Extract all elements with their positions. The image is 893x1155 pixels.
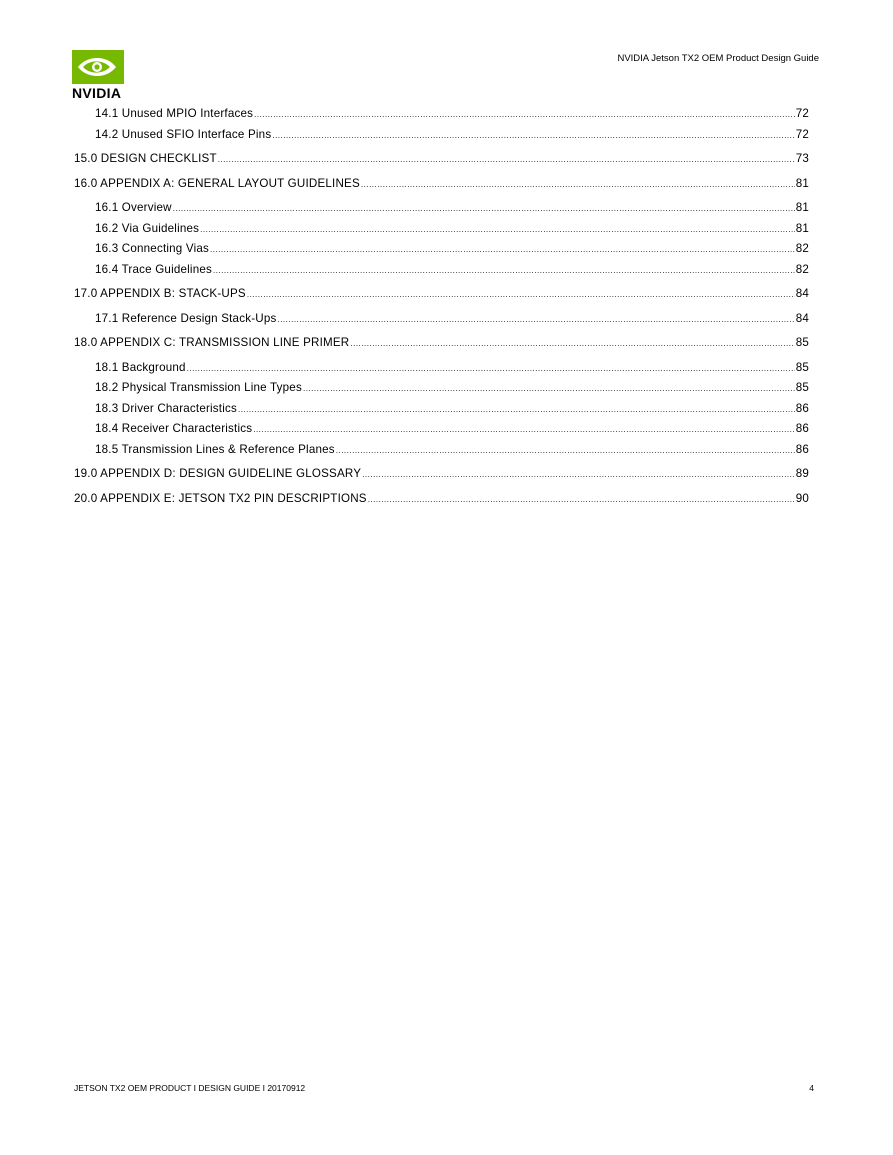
toc-entry-title: 16.3 Connecting Vias <box>95 242 210 255</box>
toc-entry-title: 18.5 Transmission Lines & Reference Planes <box>95 442 335 456</box>
toc-entry-page: 86 <box>795 442 809 456</box>
toc-entry-title: 16.2 Via Guidelines <box>95 221 200 235</box>
toc-dot-leader <box>210 239 795 260</box>
toc-entry-page: 72 <box>795 107 809 120</box>
toc-entry-title: 18.0 APPENDIX C: TRANSMISSION LINE PRIMER <box>74 336 350 349</box>
toc-entry-title: 14.2 Unused SFIO Interface Pins <box>95 127 272 141</box>
toc-entry-page: 81 <box>795 176 809 190</box>
toc-entry-title: 18.3 Driver Characteristics <box>95 401 237 415</box>
toc-entry-title: 20.0 APPENDIX E: JETSON TX2 PIN DESCRIPTIONS <box>74 491 367 505</box>
toc-entry-page: 72 <box>795 127 809 141</box>
toc-entry[interactable] <box>74 260 809 281</box>
toc-dot-leader <box>277 309 794 330</box>
toc-entry-page: 84 <box>795 287 809 300</box>
toc-entry-title: 16.0 APPENDIX A: GENERAL LAYOUT GUIDELINES <box>74 176 360 190</box>
table-of-contents <box>74 104 809 509</box>
toc-dot-leader <box>350 333 794 354</box>
toc-dot-leader <box>247 284 795 305</box>
toc-dot-leader <box>173 198 795 219</box>
toc-dot-leader <box>336 440 795 461</box>
toc-dot-leader <box>361 174 795 195</box>
toc-entry[interactable] <box>74 419 809 440</box>
toc-entry-page: 82 <box>795 262 809 276</box>
toc-entry[interactable] <box>74 399 809 420</box>
toc-entry[interactable] <box>74 358 809 379</box>
toc-entry[interactable] <box>74 489 809 510</box>
toc-entry-title: 16.4 Trace Guidelines <box>95 262 212 276</box>
toc-entry-page: 82 <box>795 242 809 255</box>
toc-entry-title: 14.1 Unused MPIO Interfaces <box>95 107 254 120</box>
toc-entry-title: 17.1 Reference Design Stack-Ups <box>95 311 277 325</box>
toc-entry[interactable] <box>74 284 809 305</box>
toc-entry-page: 85 <box>795 336 809 349</box>
toc-dot-leader <box>362 464 795 485</box>
toc-entry-title: 19.0 APPENDIX D: DESIGN GUIDELINE GLOSSARY <box>74 467 362 480</box>
toc-entry[interactable] <box>74 309 809 330</box>
toc-entry-page: 85 <box>795 381 809 394</box>
toc-entry-title: 18.2 Physical Transmission Line Types <box>95 381 302 394</box>
toc-dot-leader <box>303 378 795 399</box>
toc-dot-leader <box>213 260 795 281</box>
toc-dot-leader <box>253 419 794 440</box>
toc-entry[interactable] <box>74 333 809 354</box>
toc-entry-page: 86 <box>795 401 809 415</box>
toc-entry[interactable] <box>74 125 809 146</box>
nvidia-wordmark: NVIDIA <box>72 85 122 101</box>
toc-dot-leader <box>238 399 795 420</box>
toc-entry-page: 85 <box>795 360 809 374</box>
toc-entry-title: 15.0 DESIGN CHECKLIST <box>74 152 217 165</box>
toc-entry-page: 73 <box>795 152 809 165</box>
toc-entry-title: 16.1 Overview <box>95 201 172 214</box>
toc-entry-title: 18.4 Receiver Characteristics <box>95 422 253 435</box>
toc-dot-leader <box>187 358 795 379</box>
toc-entry-page: 89 <box>795 467 809 480</box>
nvidia-eye-icon <box>72 50 124 84</box>
toc-entry[interactable] <box>74 464 809 485</box>
toc-entry[interactable] <box>74 149 809 170</box>
toc-dot-leader <box>254 104 795 125</box>
toc-entry-page: 86 <box>795 422 809 435</box>
toc-entry[interactable] <box>74 440 809 461</box>
toc-entry-page: 90 <box>795 491 809 505</box>
toc-entry[interactable] <box>74 198 809 219</box>
toc-entry-page: 81 <box>795 201 809 214</box>
toc-entry[interactable] <box>74 219 809 240</box>
toc-dot-leader <box>368 489 795 510</box>
header-title: NVIDIA Jetson TX2 OEM Product Design Guide <box>617 53 819 64</box>
toc-entry-page: 81 <box>795 221 809 235</box>
toc-dot-leader <box>200 219 795 240</box>
toc-entry[interactable] <box>74 239 809 260</box>
nvidia-logo <box>72 50 140 100</box>
toc-entry-title: 18.1 Background <box>95 360 186 374</box>
footer-page-number: 4 <box>809 1083 814 1093</box>
toc-dot-leader <box>272 125 794 146</box>
footer-document-id: JETSON TX2 OEM PRODUCT I DESIGN GUIDE I 20170912 <box>74 1083 306 1093</box>
toc-entry-title: 17.0 APPENDIX B: STACK-UPS <box>74 287 246 300</box>
toc-entry[interactable] <box>74 104 809 125</box>
toc-entry[interactable] <box>74 378 809 399</box>
toc-entry-page: 84 <box>795 311 809 325</box>
toc-dot-leader <box>218 149 795 170</box>
toc-entry[interactable] <box>74 174 809 195</box>
